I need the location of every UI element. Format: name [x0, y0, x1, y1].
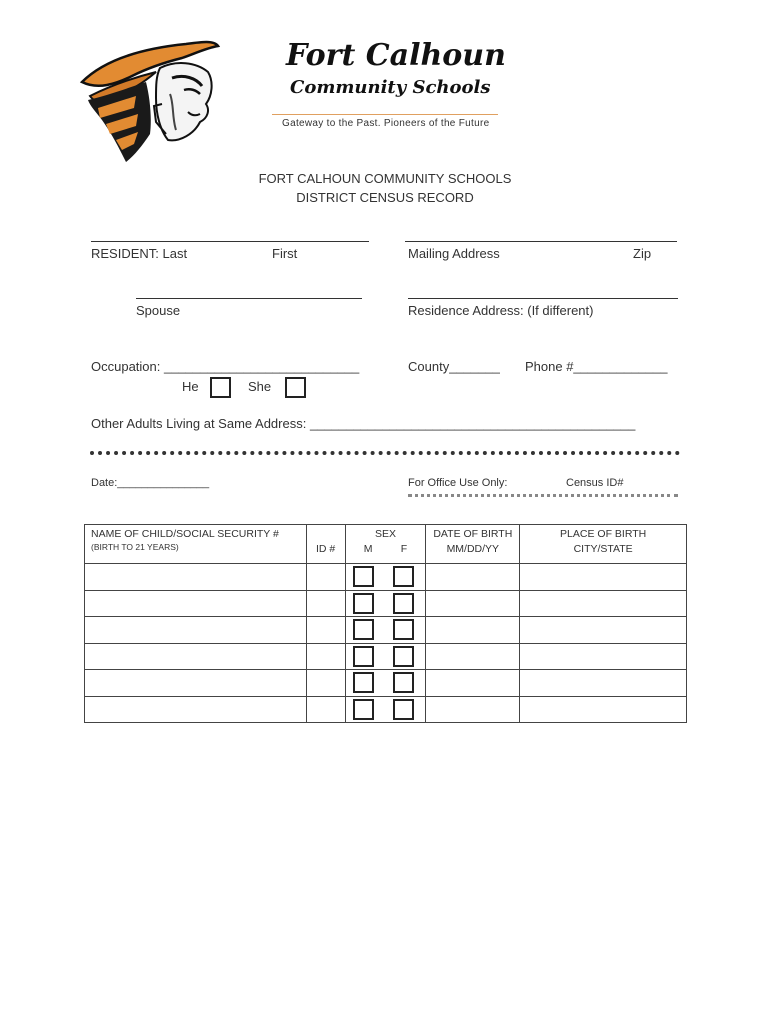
pioneer-mascot-logo	[76, 38, 222, 164]
table-row	[85, 564, 687, 591]
child-id-cell[interactable]	[306, 590, 345, 617]
county-field[interactable]: County_______	[408, 359, 500, 374]
child-dob-cell[interactable]	[426, 590, 520, 617]
sex-m-checkbox[interactable]	[353, 699, 374, 720]
child-sex-cell	[345, 643, 426, 670]
child-id-cell[interactable]	[306, 670, 345, 697]
sex-f-checkbox[interactable]	[393, 619, 414, 640]
mailing-address-label: Mailing Address	[408, 246, 500, 261]
child-dob-cell[interactable]	[426, 617, 520, 644]
col-id-header	[306, 525, 345, 564]
sex-f-checkbox[interactable]	[393, 699, 414, 720]
child-sex-cell	[345, 670, 426, 697]
child-dob-cell[interactable]	[426, 670, 520, 697]
child-dob-cell[interactable]	[426, 564, 520, 591]
child-dob-cell[interactable]	[426, 643, 520, 670]
child-id-cell[interactable]	[306, 617, 345, 644]
sex-m-checkbox[interactable]	[353, 566, 374, 587]
sex-f-checkbox[interactable]	[393, 566, 414, 587]
child-name-cell[interactable]	[85, 590, 307, 617]
child-pob-cell[interactable]	[520, 617, 687, 644]
col-sex-m: M	[363, 543, 373, 555]
sex-f-checkbox[interactable]	[393, 593, 414, 614]
residence-address-line[interactable]	[408, 298, 678, 299]
sex-m-checkbox[interactable]	[353, 593, 374, 614]
child-name-cell[interactable]	[85, 643, 307, 670]
he-label: He	[182, 379, 199, 394]
spouse-label: Spouse	[136, 303, 181, 318]
occupation-field[interactable]: Occupation: ___________________________	[91, 359, 360, 374]
school-title: Fort Calhoun	[286, 38, 506, 73]
child-id-cell[interactable]	[306, 564, 345, 591]
col-dob-label: DATE OF BIRTH	[433, 528, 513, 540]
col-dob-header	[426, 525, 520, 564]
child-id-cell[interactable]	[306, 696, 345, 723]
child-name-cell[interactable]	[85, 564, 307, 591]
child-pob-cell[interactable]	[520, 670, 687, 697]
col-name-subtitle: (BIRTH TO 21 YEARS)	[91, 542, 179, 552]
table-row	[85, 643, 687, 670]
col-sex-label: SEX	[374, 528, 396, 540]
office-use-divider	[408, 494, 678, 497]
resident-name-line[interactable]	[91, 241, 369, 242]
table-row	[85, 670, 687, 697]
form-title-line1: FORT CALHOUN COMMUNITY SCHOOLS	[258, 171, 512, 186]
date-field[interactable]: Date:_______________	[91, 477, 210, 489]
col-pob-header	[520, 525, 687, 564]
sex-f-checkbox[interactable]	[393, 672, 414, 693]
office-use-label: For Office Use Only:	[408, 477, 508, 489]
child-name-cell[interactable]	[85, 670, 307, 697]
col-pob-label: PLACE OF BIRTH	[560, 528, 647, 540]
he-checkbox[interactable]	[210, 377, 231, 398]
col-name-title: NAME OF CHILD/SOCIAL SECURITY #	[91, 528, 279, 540]
census-id-label: Census ID#	[566, 477, 624, 489]
school-subtitle: Community Schools	[290, 77, 491, 98]
col-id-label: ID #	[315, 543, 336, 555]
form-title-line2: DISTRICT CENSUS RECORD	[296, 190, 474, 205]
child-id-cell[interactable]	[306, 643, 345, 670]
col-sex-header	[345, 525, 426, 564]
child-dob-cell[interactable]	[426, 696, 520, 723]
child-pob-cell[interactable]	[520, 696, 687, 723]
tagline: Gateway to the Past. Pioneers of the Future	[282, 118, 490, 129]
section-divider	[90, 451, 680, 455]
other-adults-field[interactable]: Other Adults Living at Same Address: _____________________________________________	[91, 416, 636, 431]
residence-address-label: Residence Address: (If different)	[408, 303, 594, 318]
she-checkbox[interactable]	[285, 377, 306, 398]
mailing-address-line[interactable]	[405, 241, 677, 242]
table-row	[85, 590, 687, 617]
zip-label: Zip	[633, 246, 652, 261]
sex-m-checkbox[interactable]	[353, 619, 374, 640]
sex-m-checkbox[interactable]	[353, 646, 374, 667]
child-pob-cell[interactable]	[520, 564, 687, 591]
sex-f-checkbox[interactable]	[393, 646, 414, 667]
resident-last-label: RESIDENT: Last	[91, 246, 188, 261]
child-name-cell[interactable]	[85, 617, 307, 644]
child-sex-cell	[345, 564, 426, 591]
phone-field[interactable]: Phone #_____________	[525, 359, 668, 374]
header-divider	[272, 114, 498, 115]
col-pob-format: CITY/STATE	[573, 543, 633, 555]
child-name-cell[interactable]	[85, 696, 307, 723]
spouse-line[interactable]	[136, 298, 362, 299]
child-sex-cell	[345, 696, 426, 723]
col-sex-f: F	[400, 543, 408, 555]
child-pob-cell[interactable]	[520, 643, 687, 670]
children-table	[84, 524, 687, 723]
resident-first-label: First	[272, 246, 298, 261]
child-sex-cell	[345, 590, 426, 617]
child-pob-cell[interactable]	[520, 590, 687, 617]
col-name-header	[85, 525, 307, 564]
col-dob-format: MM/DD/YY	[446, 543, 500, 555]
child-sex-cell	[345, 617, 426, 644]
table-row	[85, 696, 687, 723]
table-row	[85, 617, 687, 644]
she-label: She	[248, 379, 272, 394]
sex-m-checkbox[interactable]	[353, 672, 374, 693]
table-header-row	[85, 525, 687, 564]
